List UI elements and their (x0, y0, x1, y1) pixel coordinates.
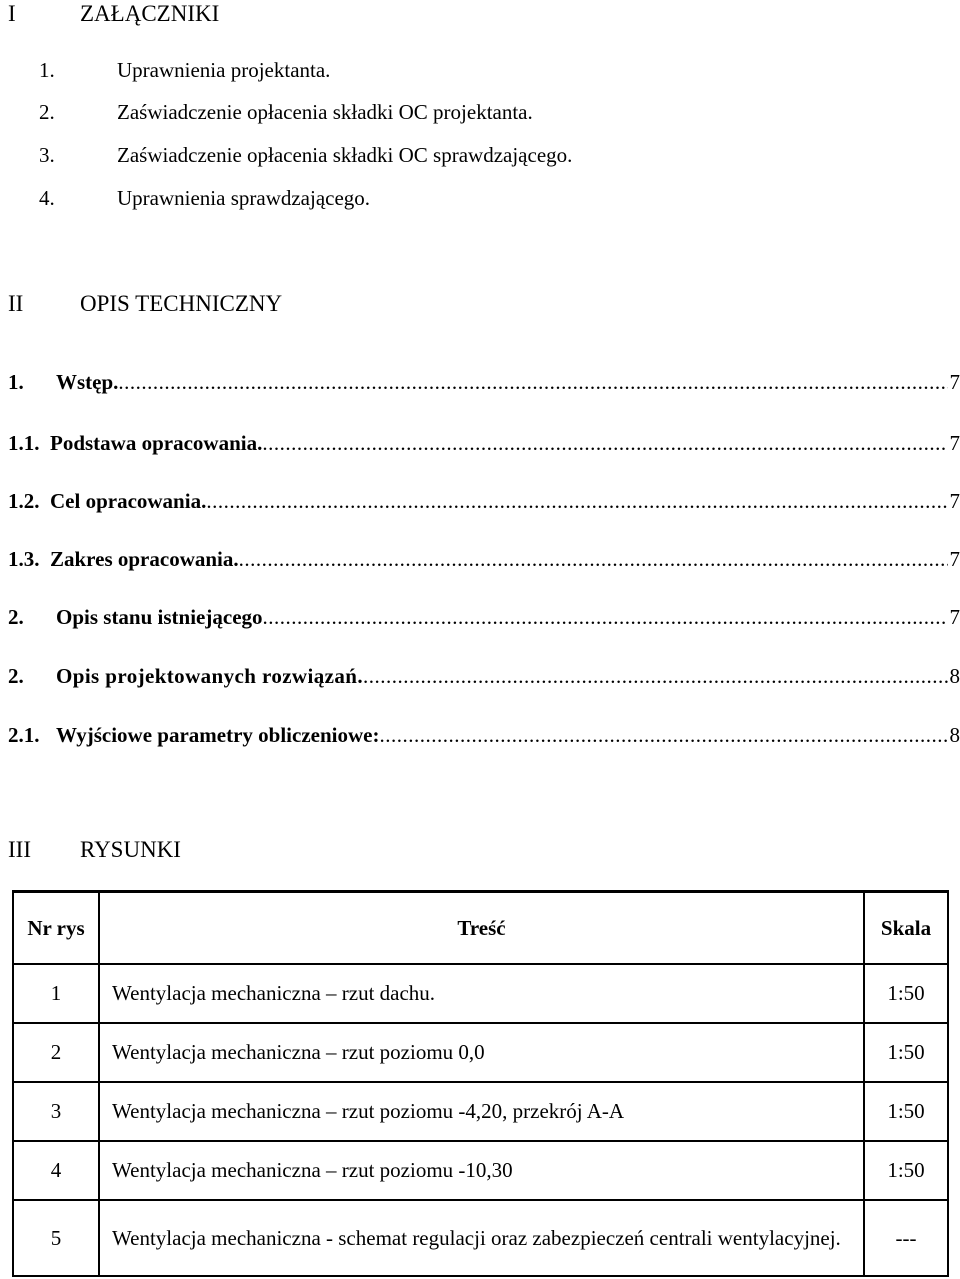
toc-leader (263, 603, 948, 631)
toc-leader (262, 429, 947, 457)
section-title: RYSUNKI (80, 837, 181, 862)
toc-title: Podstawa opracowania. (50, 431, 263, 455)
cell-number: 5 (13, 1200, 99, 1276)
list-item: Zaświadczenie opłacenia składki OC sprawdzającego. (117, 143, 573, 167)
toc-entry[interactable] (8, 662, 960, 690)
table-row (13, 1023, 948, 1082)
list-item-number: 3. (39, 143, 55, 167)
toc-page: 7 (949, 489, 960, 513)
toc-page: 7 (949, 431, 960, 455)
list-item-number: 2. (39, 100, 55, 124)
toc-entry[interactable] (8, 487, 960, 515)
toc-number: 2.1. (8, 723, 40, 747)
toc-number: 1.1. (8, 431, 40, 455)
toc-number: 1.2. (8, 489, 40, 513)
toc-entry[interactable] (8, 545, 960, 573)
list-item: Uprawnienia sprawdzającego. (117, 186, 371, 210)
toc-leader (206, 487, 947, 515)
cell-content: Wentylacja mechaniczna – rzut poziomu -4,20, przekrój A-A (99, 1082, 864, 1141)
toc-entry[interactable] (8, 603, 960, 631)
toc-leader (363, 662, 948, 690)
section-numeral: I (8, 1, 16, 26)
section-title: ZAŁĄCZNIKI (80, 1, 220, 26)
toc-page: 7 (949, 547, 960, 571)
toc-leader (379, 721, 947, 749)
toc-page: 8 (949, 723, 960, 747)
section-numeral: III (8, 837, 31, 862)
cell-scale: 1:50 (864, 1082, 948, 1141)
table-row (13, 1082, 948, 1141)
table-header-row (13, 892, 948, 965)
section-title: OPIS TECHNICZNY (80, 291, 283, 316)
toc-page: 8 (949, 664, 960, 688)
toc-page: 7 (949, 370, 960, 394)
cell-content: Wentylacja mechaniczna – rzut dachu. (99, 964, 864, 1023)
toc-entry[interactable] (8, 368, 960, 396)
cell-content: Wentylacja mechaniczna - schemat regulacji oraz zabezpieczeń centrali wentylacyjnej. (99, 1200, 864, 1276)
cell-number: 3 (13, 1082, 99, 1141)
cell-number: 2 (13, 1023, 99, 1082)
toc-title: Cel opracowania. (50, 489, 207, 513)
cell-content: Wentylacja mechaniczna – rzut poziomu 0,0 (99, 1023, 864, 1082)
section-numeral: II (8, 291, 24, 316)
toc-entry[interactable] (8, 721, 960, 749)
cell-scale: 1:50 (864, 1141, 948, 1200)
toc-number: 1. (8, 370, 24, 394)
toc-title: Opis stanu istniejącego (56, 605, 263, 629)
toc-entry[interactable] (8, 429, 960, 457)
list-item: Uprawnienia projektanta. (117, 58, 331, 82)
toc-number: 2. (8, 605, 24, 629)
cell-scale: --- (864, 1200, 948, 1276)
cell-content: Wentylacja mechaniczna – rzut poziomu -10,30 (99, 1141, 864, 1200)
toc-title: Wyjściowe parametry obliczeniowe: (56, 723, 380, 747)
toc-leader (239, 545, 948, 573)
cell-scale: 1:50 (864, 964, 948, 1023)
toc-title: Wstęp. (56, 370, 119, 394)
toc-title: Opis projektowanych rozwiązań. (56, 664, 363, 688)
list-item-number: 4. (39, 186, 55, 210)
toc-number: 1.3. (8, 547, 40, 571)
toc-title: Zakres opracowania. (50, 547, 239, 571)
toc-leader (118, 368, 947, 396)
list-item: Zaświadczenie opłacenia składki OC projektanta. (117, 100, 533, 124)
toc-page: 7 (949, 605, 960, 629)
cell-scale: 1:50 (864, 1023, 948, 1082)
drawings-table (12, 890, 949, 1277)
column-header-number: Nr rys (13, 892, 99, 965)
table-row (13, 964, 948, 1023)
column-header-content: Treść (99, 892, 864, 965)
list-item-number: 1. (39, 58, 55, 82)
toc-number: 2. (8, 664, 24, 688)
cell-number: 1 (13, 964, 99, 1023)
cell-number: 4 (13, 1141, 99, 1200)
column-header-scale: Skala (864, 892, 948, 965)
table-row (13, 1200, 948, 1276)
table-row (13, 1141, 948, 1200)
